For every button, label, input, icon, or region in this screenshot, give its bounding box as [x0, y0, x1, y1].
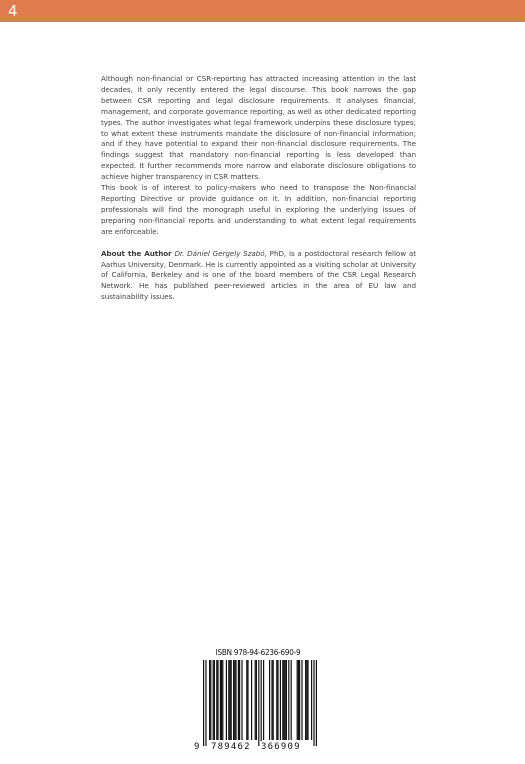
top-color-band: [0, 0, 525, 22]
blurb-paragraph-2: This book is of interest to policy-makers who need to transpose the Non-financial Reporting Directive or provide guidance on it. In addition, non-financial reporting professionals will find the monograph useful in exploring the underlying issues of preparing non-financial reports and understanding to what extent legal requirements are enforceable.: [101, 183, 416, 236]
barcode-bar: [239, 660, 240, 740]
barcode-bar: [258, 660, 259, 746]
barcode-bar: [255, 660, 256, 740]
barcode-bar: [220, 660, 221, 740]
barcode-bar: [307, 660, 308, 740]
barcode-image: [193, 660, 320, 748]
barcode-bar: [316, 660, 317, 746]
barcode-bar: [222, 660, 223, 740]
barcode-bar: [251, 660, 252, 740]
about-author-label: About the Author: [101, 248, 172, 258]
barcode-bar: [247, 660, 248, 740]
barcode-bar: [229, 660, 230, 740]
barcode-bar: [283, 660, 284, 740]
barcode-bar: [269, 660, 270, 740]
barcode-bar: [205, 660, 206, 746]
barcode-bar: [226, 660, 227, 740]
barcode-bar: [297, 660, 298, 740]
barcode-bar: [285, 660, 286, 740]
ean-right-group: 366909: [261, 742, 301, 752]
author-name: Dr. Dániel Gergely Szabó: [174, 248, 265, 258]
ean-first-digit: 9: [194, 742, 200, 752]
barcode-bar: [214, 660, 215, 740]
barcode-bar: [276, 660, 277, 740]
ean-digits: [193, 741, 320, 753]
barcode-bar: [301, 660, 302, 740]
barcode-bar: [271, 660, 272, 740]
ean-left-group: 789462: [211, 742, 251, 752]
barcode-bar: [210, 660, 211, 740]
barcode-bar: [277, 660, 278, 740]
barcode-bar: [234, 660, 235, 740]
barcode-bar: [280, 660, 281, 740]
barcode-bar: [291, 660, 292, 740]
barcode-bar: [203, 660, 204, 746]
about-author-paragraph: [101, 249, 416, 304]
barcode-bar: [298, 660, 299, 740]
barcode-bar: [216, 660, 217, 740]
barcode-bar: [235, 660, 236, 740]
barcode-bar: [256, 660, 257, 740]
barcode-bar: [241, 660, 242, 740]
barcode-bar: [228, 660, 229, 740]
barcode-bar: [286, 660, 287, 740]
barcode-bar: [273, 660, 274, 740]
barcode-bar: [238, 660, 239, 740]
author-bio: , PhD, is a postdoctoral research fellow at Aarhus University, Denmark. He is currently appointed as a visiting scholar at University of California, Berkeley and is one of the board members of the CSR Legal Research Network. He has published peer-reviewed articles in the area of EU law and sustainability issues.: [101, 248, 416, 302]
barcode-bar: [305, 660, 306, 740]
page-number: 4: [8, 2, 18, 20]
barcode-bar: [306, 660, 307, 740]
barcode-bar: [221, 660, 222, 740]
barcode-bar: [209, 660, 210, 740]
back-cover-text: [101, 74, 416, 303]
barcode-bar: [299, 660, 300, 740]
barcode-bar: [288, 660, 289, 740]
blurb-paragraph-1: Although non-financial or CSR-reporting has attracted increasing attention in the last decades, it only recently entered the legal discourse. This book narrows the gap between CSR reporting and legal disclosure requirements. It analyses financial, management, and corporate governance reporting, as well as other dedicated reporting types. The author investigates what legal framework underpins these disclosure types; to what extent these instruments mandate the disclosure of non-financial information; and if they have potential to expand their non-financial disclosure requirements. The findings suggest that mandatory non-financial reporting is less developed than expected. It further recommends more narrow and elaborate disclosure obligations to achieve higher transparency in CSR matters.: [101, 74, 416, 182]
barcode-bar: [231, 660, 232, 740]
barcode-bar: [217, 660, 218, 740]
barcode-block: [193, 648, 320, 754]
barcode-bar: [282, 660, 283, 740]
barcode-bar: [311, 660, 312, 740]
barcode-bar: [313, 660, 314, 746]
barcode-bar: [233, 660, 234, 740]
barcode-bar: [263, 660, 264, 740]
barcode-bar: [261, 660, 262, 746]
isbn-label: ISBN 978-94-6236-690-9: [215, 648, 301, 657]
barcode-bar: [246, 660, 247, 740]
barcode-bar: [213, 660, 214, 740]
